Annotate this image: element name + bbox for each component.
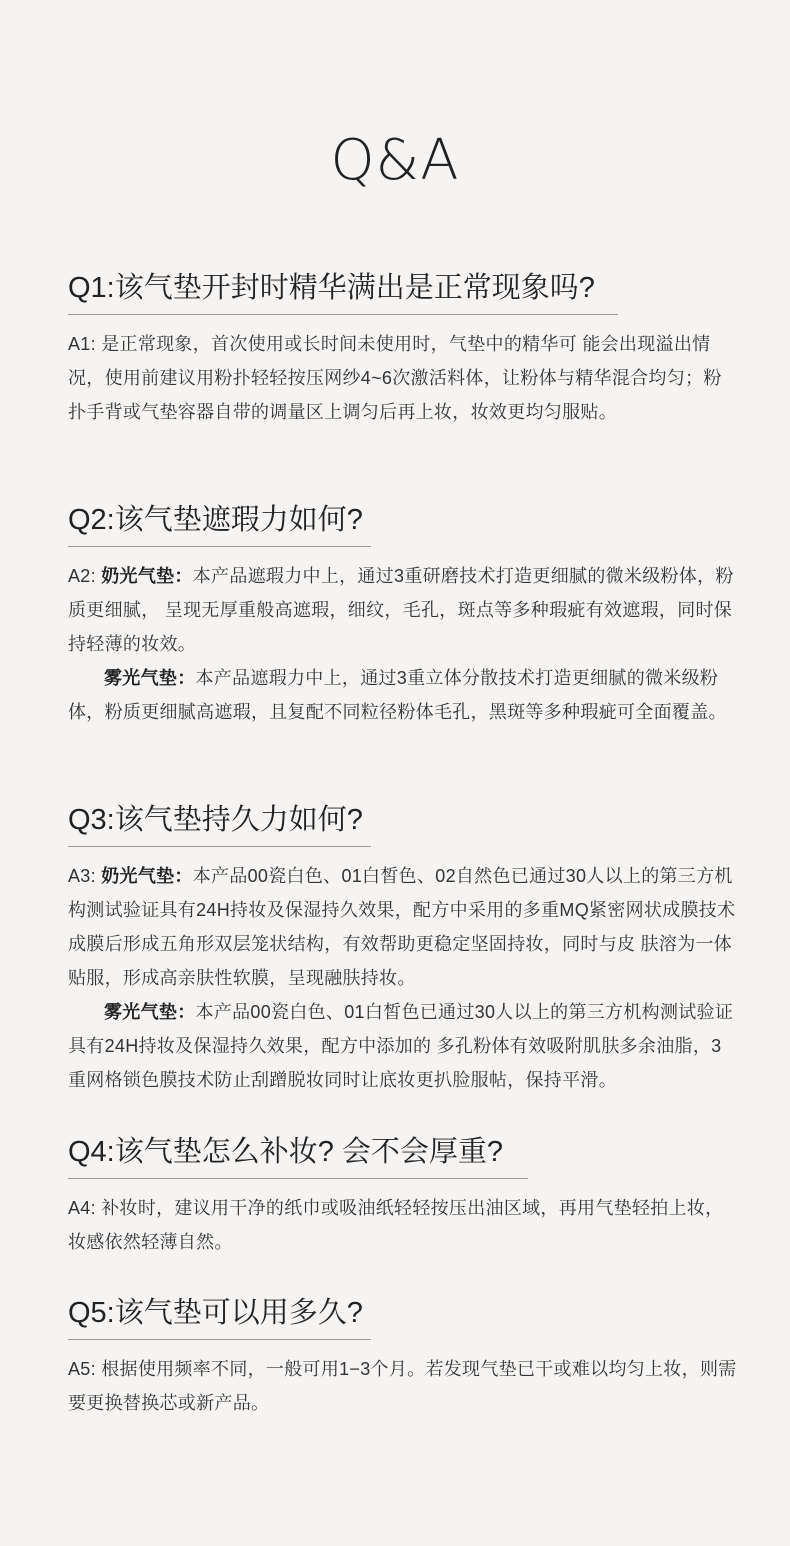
product-label-milk: 奶光气垫：: [101, 866, 193, 886]
question-5: Q5:该气垫可以用多久?: [68, 1297, 363, 1329]
answer-prefix: A5:: [68, 1359, 102, 1379]
answer-prefix: A4:: [68, 1198, 102, 1218]
answer-text: 是正常现象，首次使用或长时间未使用时，气垫中的精华可 能会出现溢出情况，使用前建议用粉扑轻轻按压网纱4~6次激活料体，让粉体与精华混合均匀；粉扑手背或气垫容器自带的调量区上调匀后再上妆，妆效更均匀服贴。: [68, 334, 722, 422]
answer-text: 本产品遮瑕力中上，通过3重研磨技术打造更细腻的微米级粉体，粉质更细腻， 呈现无厚重般高遮瑕，细纹，毛孔，斑点等多种瑕疵有效遮瑕，同时保持轻薄的妆效。: [68, 566, 734, 654]
question-1: Q1:该气垫开封时精华满出是正常现象吗?: [68, 272, 595, 304]
answer-text: 根据使用频率不同，一般可用1−3个月。若发现气垫已干或难以均匀上妆，则需要更换替换芯或新产品。: [68, 1359, 737, 1413]
answer-text: 本产品00瓷白色、01白皙色已通过30人以上的第三方机构测试验证具有24H持妆及保湿持久效果，配方中添加的 多孔粉体有效吸附肌肤多余油脂，3重网格锁色膜技术防止刮蹭脱妆同时让底妆更扒脸服帖，保持平滑。: [68, 1002, 734, 1090]
qa-item-4: [68, 1132, 738, 1259]
product-label-matte: 雾光气垫：: [104, 668, 196, 688]
question-divider: [68, 1339, 371, 1340]
answer-4: [68, 1191, 738, 1259]
question-divider: [68, 546, 371, 547]
question-divider: [68, 1178, 528, 1179]
answer-5: [68, 1352, 738, 1420]
qa-item-5: [68, 1293, 738, 1420]
qa-item-3: [68, 800, 738, 1097]
qa-item-1: [68, 268, 738, 429]
answer-2: [68, 559, 738, 729]
qa-item-2: [68, 500, 738, 729]
answer-1: [68, 327, 738, 429]
question-divider: [68, 846, 371, 847]
answer-prefix: A1:: [68, 334, 102, 354]
product-label-matte: 雾光气垫：: [104, 1002, 196, 1022]
answer-3: [68, 859, 738, 1097]
answer-prefix: A2:: [68, 566, 102, 586]
page-title: Q&A: [330, 128, 460, 193]
question-divider: [68, 314, 618, 315]
product-label-milk: 奶光气垫：: [101, 566, 193, 586]
answer-prefix: A3:: [68, 866, 102, 886]
answer-text: 本产品00瓷白色、01白皙色、02自然色已通过30人以上的第三方机构测试验证具有24H持妆及保湿持久效果，配方中采用的多重MQ紧密网状成膜技术成膜后形成五角形双层笼状结构，有效帮助更稳定坚固持妆，同时与皮 肤溶为一体贴服，形成高亲肤性软膜，呈现融肤持妆。: [68, 866, 736, 988]
question-4: Q4:该气垫怎么补妆? 会不会厚重?: [68, 1136, 504, 1168]
answer-text: 补妆时，建议用干净的纸巾或吸油纸轻轻按压出油区域，再用气垫轻拍上妆，妆感依然轻薄自然。: [68, 1198, 724, 1252]
question-3: Q3:该气垫持久力如何?: [68, 804, 363, 836]
answer-text: 本产品遮瑕力中上，通过3重立体分散技术打造更细腻的微米级粉体，粉质更细腻高遮瑕，且复配不同粒径粉体毛孔，黑斑等多种瑕疵可全面覆盖。: [68, 668, 727, 722]
question-2: Q2:该气垫遮瑕力如何?: [68, 504, 363, 536]
